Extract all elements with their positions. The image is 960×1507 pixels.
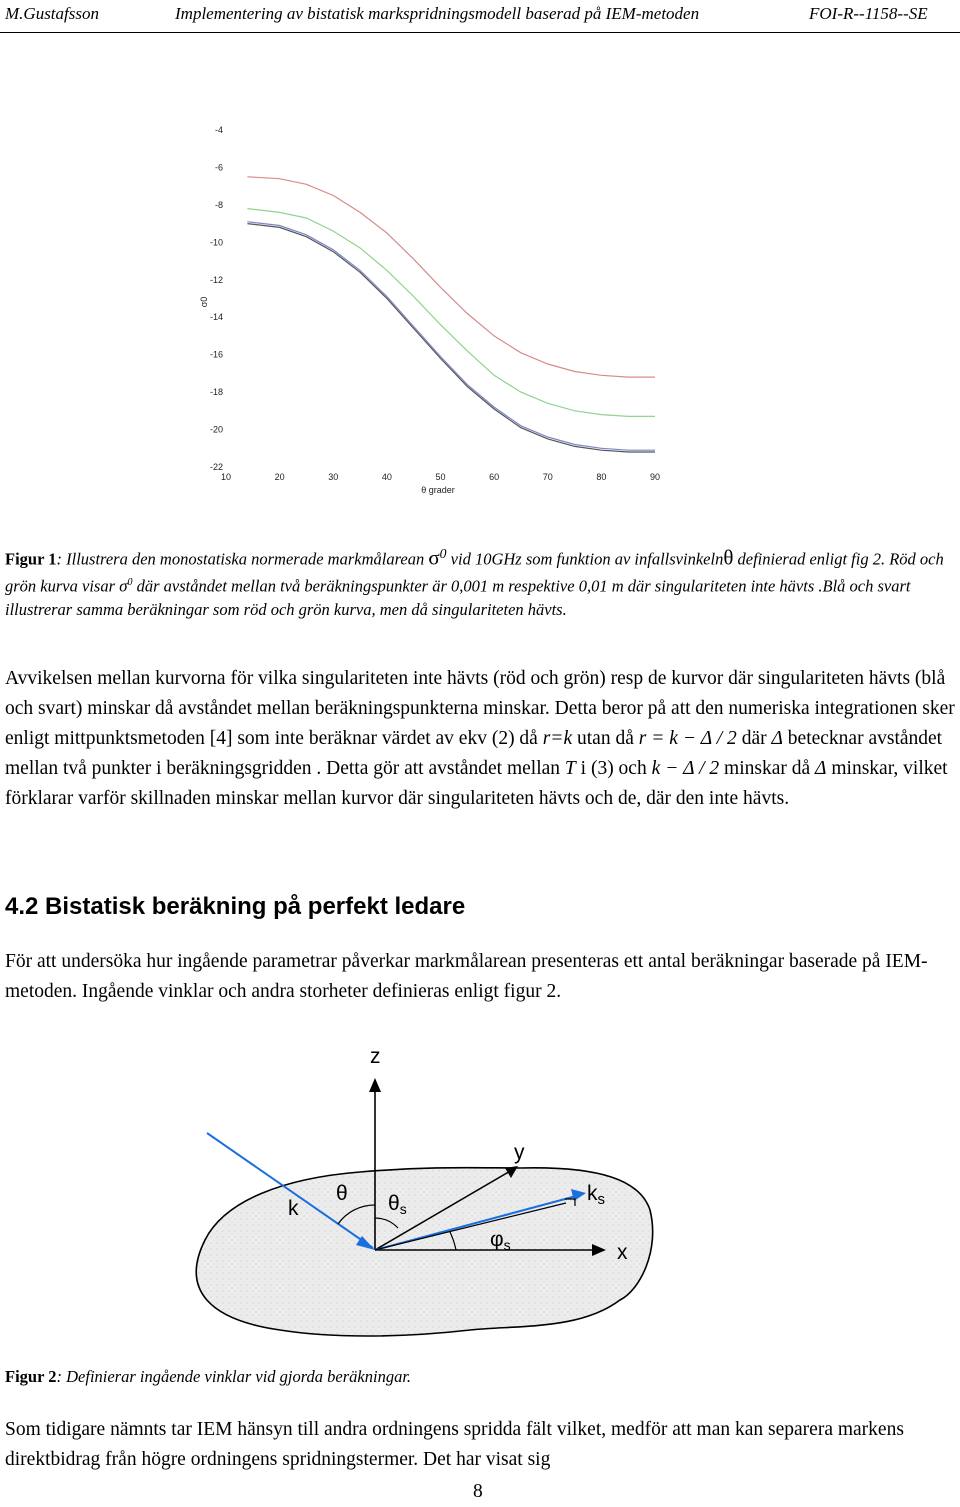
sigma-symbol: σ bbox=[428, 545, 440, 570]
para1-eq2: k − Δ / 2 bbox=[651, 758, 720, 779]
x-tick-label: 70 bbox=[542, 472, 553, 482]
y-tick-label: -20 bbox=[209, 424, 223, 435]
sigma-symbol-small: σ bbox=[119, 576, 128, 596]
x-tick-label: 40 bbox=[381, 472, 392, 482]
para1-T: T bbox=[564, 758, 576, 779]
para1-rk: r=k bbox=[542, 728, 573, 749]
k-label: k bbox=[288, 1197, 299, 1220]
y-axis-label: σ0 bbox=[199, 296, 209, 308]
y-tick-label: -14 bbox=[209, 312, 223, 323]
y-label: y bbox=[514, 1141, 525, 1164]
theta-s-symbol: θ bbox=[388, 1192, 400, 1215]
para1-delta-2: Δ bbox=[815, 758, 827, 779]
phi-s-subscript: s bbox=[503, 1237, 511, 1253]
y-tick-label: -12 bbox=[209, 274, 223, 285]
para1-a: Avvikelsen mellan kurvorna för vilka singulariteten inte hävts (röd och grön) resp de kurvor där singulariteten hävts (blå och svart) minskar då avståndet mellan beräkningspunkterna minskar. Detta beror på att den numeriska integrationen sker enligt mittpunktsmetoden [4] som inte beräknar värdet av ekv (2) då bbox=[5, 668, 955, 749]
ks-symbol: k bbox=[587, 1182, 598, 1205]
x-tick-label: 50 bbox=[435, 472, 446, 482]
x-tick-label: 60 bbox=[489, 472, 500, 482]
figure-1-caption bbox=[5, 542, 955, 622]
y-tick-label: -4 bbox=[214, 125, 223, 135]
figure-1-chart bbox=[0, 0, 960, 520]
figure-2-label: Figur 2 bbox=[5, 1367, 57, 1386]
z-arrowhead bbox=[369, 1078, 381, 1092]
figure-2-diagram bbox=[0, 1030, 960, 1360]
y-tick-label: -10 bbox=[209, 237, 223, 248]
para1-d: betecknar avståndet mellan två punkter i beräkningsgridden . Detta gör att avståndet mellan bbox=[5, 728, 943, 779]
para1-delta: Δ bbox=[771, 728, 783, 749]
x-tick-label: 10 bbox=[220, 472, 232, 482]
x-label: x bbox=[617, 1241, 628, 1264]
para1-eq1: r = k − Δ / 2 bbox=[638, 728, 737, 749]
para1-f: minskar då bbox=[719, 758, 816, 779]
x-tick-label: 20 bbox=[274, 472, 285, 482]
series-line-2 bbox=[247, 209, 655, 417]
figure-2-caption bbox=[5, 1367, 411, 1387]
para1-e: i (3) och bbox=[575, 758, 652, 779]
header-report-id: FOI-R--1158--SE bbox=[809, 4, 928, 23]
para1-b: utan då bbox=[572, 728, 639, 749]
paragraph-2: Som tidigare nämnts tar IEM hänsyn till andra ordningens spridda fält vilket, medför att man kan separera markens direktbidrag från högre ordningens spridningstermer. Det har visat sig bbox=[5, 1419, 904, 1470]
ks-subscript: s bbox=[597, 1191, 605, 1208]
header-author: M.Gustafsson bbox=[5, 4, 99, 23]
caption-text-2: vid 10GHz som funktion av infallsvinkeln bbox=[446, 549, 724, 569]
figure-2-caption-text: : Definierar ingående vinklar vid gjorda beräkningar. bbox=[56, 1367, 412, 1386]
z-label: z bbox=[370, 1045, 381, 1068]
y-tick-label: -6 bbox=[214, 162, 223, 173]
series-line-1 bbox=[247, 177, 655, 377]
page-number: 8 bbox=[473, 1481, 483, 1502]
y-tick-label: -16 bbox=[209, 349, 223, 360]
sigma-superscript: 0 bbox=[439, 546, 447, 561]
x-tick-label: 80 bbox=[596, 472, 607, 482]
series-line-4 bbox=[247, 224, 655, 452]
theta-symbol: θ bbox=[723, 545, 734, 570]
section-heading: 4.2 Bistatisk beräkning på perfekt ledare bbox=[5, 893, 466, 920]
x-axis-label: θ grader bbox=[421, 485, 455, 495]
phi-s-symbol: φ bbox=[490, 1228, 504, 1251]
sigma-superscript-small: 0 bbox=[127, 577, 133, 588]
para1-c: där bbox=[736, 728, 772, 749]
para1-g: minskar, vilket förklarar varför skillnaden minskar mellan kurvor där singulariteten hävts och de, där den inte hävts. bbox=[5, 758, 948, 809]
y-tick-label: -18 bbox=[209, 387, 223, 398]
y-tick-label: -8 bbox=[214, 199, 223, 210]
theta-s-subscript: s bbox=[399, 1201, 407, 1217]
y-tick-label: -22 bbox=[209, 462, 223, 472]
header-title: Implementering av bistatisk markspridningsmodell baserad på IEM-metoden bbox=[175, 4, 700, 23]
x-tick-label: 30 bbox=[328, 472, 339, 482]
x-tick-label: 90 bbox=[649, 472, 661, 482]
theta-label: θ bbox=[336, 1182, 348, 1205]
caption-text-3: definierad enligt fig 2. Röd och grön kurva visar bbox=[5, 549, 944, 596]
figure-1-label: Figur 1 bbox=[5, 549, 57, 569]
caption-text-1: : Illustrera den monostatiska normerade markmålarean bbox=[56, 549, 429, 569]
paragraph-1 bbox=[5, 664, 955, 814]
caption-text-4: där avståndet mellan två beräkningspunkter är 0,001 m respektive 0,01 m där singulariteten inte hävts .Blå och svart illustrerar samma beräkningar som röd och grön kurva, men då singulariteten hävts. bbox=[5, 576, 911, 619]
section-paragraph: För att undersöka hur ingående parametrar påverkar markmålarean presenteras ett antal beräkningar baserade på IEM-metoden. Ingående vinklar och andra storheter definieras enligt figur 2. bbox=[5, 951, 928, 1002]
